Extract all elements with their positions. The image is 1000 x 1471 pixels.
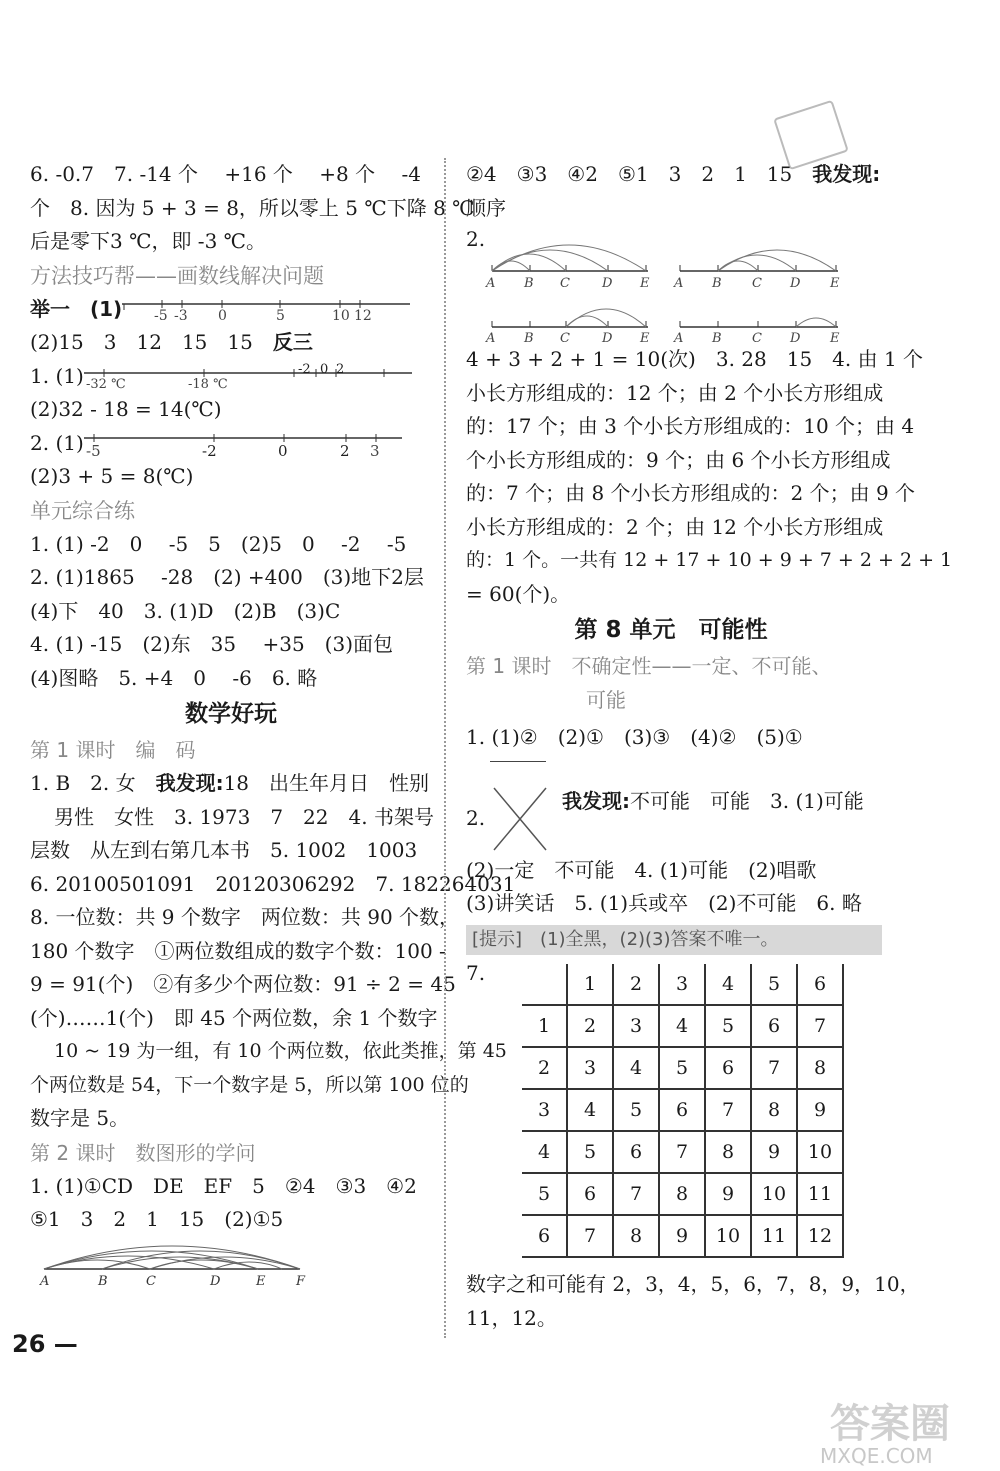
diag-label: E (640, 331, 650, 346)
table-cell: 4 (613, 1047, 659, 1089)
q2-row (466, 784, 876, 854)
table-cell: 8 (751, 1089, 797, 1131)
watermark-logo: 答案圈 (830, 1401, 950, 1447)
answer-line: 2. (1)1865 -28 (2) +400 (3)地下2层 (30, 565, 424, 589)
table-cell: 12 (797, 1215, 843, 1257)
answer-line: 个两位数是 54，下一个数字是 5，所以第 100 位的 (30, 1073, 469, 1096)
cross-diagram (490, 784, 550, 854)
table-row (522, 1089, 843, 1131)
table-cell: 5 (613, 1089, 659, 1131)
diag-label: A (486, 331, 496, 346)
table-row (522, 1005, 843, 1047)
diag-label: D (602, 331, 613, 346)
answer-number: 2. (466, 227, 486, 251)
answer-line: 个 8. 因为 5 + 3 = 8，所以零上 5 ℃下降 8 ℃ (30, 195, 475, 220)
nl2-tick-label: -18 ℃ (187, 377, 228, 393)
answer-line: 6. -0.7 7. -14 个 +16 个 +8 个 -4 (30, 162, 421, 186)
table-cell: 6 (751, 1005, 797, 1047)
table-cell (522, 964, 567, 1005)
table-cell: 8 (659, 1173, 705, 1215)
number-line-1 (122, 294, 412, 324)
answer-line: 10 ~ 19 为一组，有 10 个两位数，依此类推，第 45 (54, 1040, 507, 1062)
table-cell: 2 (613, 964, 659, 1005)
table-cell: 7 (751, 1047, 797, 1089)
answer-line: (个)……1(个) 即 45 个两位数，余 1 个数字 (30, 1005, 438, 1030)
answer-line: (2)15 3 12 15 15 反三 (30, 330, 313, 354)
table-cell: 7 (797, 1005, 843, 1047)
answer-line: (2)32 - 18 = 14(℃) (30, 397, 222, 421)
diag-label: E (830, 276, 840, 291)
arc-point-label: C (146, 1273, 156, 1289)
watermark-url: MXQE.COM (820, 1444, 933, 1468)
diag-label: B (524, 276, 534, 291)
example-label: 举一 (1) (30, 296, 123, 321)
table-cell: 2 (522, 1047, 567, 1089)
table-cell: 1 (522, 1005, 567, 1047)
table-cell: 7 (613, 1173, 659, 1215)
table-cell: 10 (751, 1173, 797, 1215)
table-cell: 5 (751, 964, 797, 1005)
table-cell: 3 (613, 1005, 659, 1047)
arc-point-label: E (256, 1273, 266, 1289)
answer-line: 个小长方形组成的：9 个；由 6 个小长方形组成 (466, 447, 891, 472)
diag-label: C (752, 276, 762, 291)
nl1-tick-label: 5 (276, 308, 286, 325)
nl2-tick-label: 0 (319, 362, 329, 378)
answer-line: (4)图略 5. +4 0 -6 6. 略 (30, 665, 318, 690)
answer-line: 8. 一位数：共 9 个数字 两位数：共 90 个数， (30, 905, 460, 929)
answer-line: (2)3 + 5 = 8(℃) (30, 464, 194, 488)
table-cell: 8 (613, 1215, 659, 1257)
table-cell: 10 (705, 1215, 751, 1257)
q1-number-line: 1. (1) -32 ℃ -18 ℃ -2 0 2 (30, 360, 432, 394)
answer-line: 男性 女性 3. 1973 7 22 4. 书架号 (54, 804, 434, 829)
table-row (522, 1131, 843, 1173)
nl3-tick-label: 0 (277, 442, 288, 461)
section-method: 方法技巧帮——画数线解决问题 (30, 263, 324, 288)
answer-line: = 60(个)。 (466, 581, 571, 606)
arc-point-label: F (296, 1273, 306, 1289)
nl1-tick-label: 0 (218, 308, 228, 325)
hint-box: [提示] (1)全黑，(2)(3)答案不唯一。 (466, 925, 882, 955)
answer-line: 的：17 个；由 3 个小长方形组成的：10 个；由 4 (466, 414, 915, 438)
answer-line: 顺序 (466, 195, 506, 220)
segment-diagrams (466, 225, 876, 346)
table-cell: 7 (659, 1131, 705, 1173)
segment-diagram-set (466, 225, 866, 346)
answer-line: (4)下 40 3. (1)D (2)B (3)C (30, 598, 341, 623)
segment-arc-diagram (38, 1237, 338, 1287)
answer-line: 180 个数字 ①两位数组成的数字个数：100 - (30, 938, 446, 963)
q2-number-line: 2. (1) -5 -2 0 2 3 (30, 427, 432, 461)
answer-line: 小长方形组成的：12 个；由 2 个小长方形组成 (466, 380, 884, 405)
nl1-tick-label: 12 (354, 308, 373, 325)
section-unit-review: 单元综合练 (30, 498, 135, 523)
diag-label: C (560, 331, 570, 346)
answer-line: 1. (1) -2 0 -5 5 (2)5 0 -2 -5 (30, 531, 407, 556)
table-row (522, 964, 843, 1005)
diag-label: D (602, 276, 613, 291)
diag-label: D (790, 331, 801, 346)
table-cell: 8 (705, 1131, 751, 1173)
section-lesson-2: 第 2 课时 数图形的学问 (30, 1140, 256, 1165)
table-cell: 11 (797, 1173, 843, 1215)
diag-label: A (674, 331, 684, 346)
nl1-tick-label: 10 (332, 308, 351, 325)
table-cell: 6 (567, 1173, 613, 1215)
diag-label: A (674, 276, 684, 291)
table-cell: 6 (613, 1131, 659, 1173)
answer-line: 我发现:不可能 可能 3. (1)可能 (562, 788, 864, 813)
table-cell: 6 (797, 964, 843, 1005)
title-math-fun: 数学好玩 (185, 701, 277, 727)
table-cell: 9 (705, 1173, 751, 1215)
table-cell: 4 (659, 1005, 705, 1047)
table-cell: 6 (659, 1089, 705, 1131)
answer-line: 1. (1)①CD DE EF 5 ②4 ③3 ④2 (30, 1173, 417, 1198)
table-cell: 9 (751, 1131, 797, 1173)
answer-line: 数字之和可能有 2，3，4，5，6，7，8，9，10， (466, 1272, 920, 1296)
answer-number: 7. (466, 960, 486, 985)
answer-line: 的：7 个；由 8 个小长方形组成的：2 个；由 9 个 (466, 481, 916, 505)
table-cell: 6 (522, 1215, 567, 1257)
answer-line: 的：1 个。一共有 12 + 17 + 10 + 9 + 7 + 2 + 2 + 1 (466, 549, 953, 571)
nl3-tick-label: 2 (339, 442, 350, 461)
table-cell: 5 (567, 1131, 613, 1173)
number-line-2 (84, 361, 414, 391)
table-cell: 5 (522, 1173, 567, 1215)
diag-label: E (640, 276, 650, 291)
nl2-tick-label: -2 (297, 362, 311, 378)
answer-line: (3)讲笑话 5. (1)兵或卒 (2)不可能 6. 略 (466, 891, 862, 915)
diag-label: E (830, 331, 840, 346)
diag-label: D (790, 276, 801, 291)
table-cell: 10 (797, 1131, 843, 1173)
table-cell: 4 (567, 1089, 613, 1131)
answer-line: 1. (1)② (2)① (3)③ (4)② (5)① (466, 725, 803, 749)
right-column (466, 158, 953, 1335)
answer-number: 2. (466, 805, 486, 830)
short-rule (490, 761, 546, 762)
answer-line: 数字是 5。 (30, 1106, 130, 1130)
diag-label: B (524, 331, 534, 346)
table-cell: 5 (705, 1005, 751, 1047)
nl1-tick-label: -5 (154, 308, 168, 325)
answer-line: (2)一定 不可能 4. (1)可能 (2)唱歌 (466, 857, 817, 882)
column-divider (444, 158, 446, 1338)
answer-line: 1. B 2. 女 我发现:18 出生年月日 性别 (30, 771, 430, 795)
number-line-3 (84, 428, 404, 461)
diag-label: C (752, 331, 762, 346)
table-row (522, 1047, 843, 1089)
diag-label: C (560, 276, 570, 291)
answer-line: 11，12。 (466, 1305, 557, 1330)
answer-line: 4. (1) -15 (2)东 35 +35 (3)面包 (30, 632, 394, 656)
table-cell: 11 (751, 1215, 797, 1257)
table-cell: 7 (705, 1089, 751, 1131)
table-cell: 7 (567, 1215, 613, 1257)
diag-label: A (486, 276, 496, 291)
example-number-line (30, 293, 432, 327)
arc-point-label: A (40, 1273, 50, 1289)
answer-line: 小长方形组成的：2 个；由 12 个小长方形组成 (466, 514, 884, 539)
page-number: 26 — (12, 1330, 78, 1358)
answer-line: ②4 ③3 ④2 ⑤1 3 2 1 15 我发现: (466, 162, 881, 186)
table-cell: 3 (659, 964, 705, 1005)
nl3-tick-label: 3 (369, 442, 380, 461)
table-cell: 3 (522, 1089, 567, 1131)
answer-line: 层数 从左到右第几本书 5. 1002 1003 (30, 838, 418, 862)
nl3-tick-label: -2 (201, 442, 217, 461)
table-cell: 8 (797, 1047, 843, 1089)
diag-label: B (712, 331, 722, 346)
answer-line: 9 = 91(个) ②有多少个两位数：91 ÷ 2 = 45 (30, 972, 456, 996)
title-unit-8: 第 8 单元 可能性 (574, 617, 768, 643)
section-right-lesson-1-cont: 可能 (586, 688, 626, 712)
diag-label: B (712, 276, 722, 291)
table-cell: 1 (567, 964, 613, 1005)
answer-line: 6. 20100501091 20120306292 7. 182264031 (30, 871, 516, 896)
section-lesson-1: 第 1 课时 编 码 (30, 738, 196, 762)
table-cell: 3 (567, 1047, 613, 1089)
arc-point-label: B (98, 1273, 108, 1289)
table-cell: 9 (659, 1215, 705, 1257)
nl2-tick-label: -32 ℃ (85, 377, 126, 393)
answer-line: 后是零下3 ℃，即 -3 ℃。 (30, 229, 267, 253)
table-cell: 4 (522, 1131, 567, 1173)
table-cell: 9 (797, 1089, 843, 1131)
table-row (522, 1215, 843, 1257)
table-cell: 4 (705, 964, 751, 1005)
table-row (522, 1173, 843, 1215)
section-right-lesson-1: 第 1 课时 不确定性——一定、不可能、 (466, 654, 832, 678)
nl1-tick-label: -3 (174, 308, 188, 325)
answer-line: 4 + 3 + 2 + 1 = 10(次) 3. 28 15 4. 由 1 个 (466, 347, 924, 371)
table-cell: 2 (567, 1005, 613, 1047)
table-cell: 6 (705, 1047, 751, 1089)
answer-line: ⑤1 3 2 1 15 (2)①5 (30, 1207, 284, 1231)
nl3-tick-label: -5 (85, 442, 101, 461)
arc-point-label: D (210, 1273, 221, 1289)
nl2-tick-label: 2 (335, 362, 345, 378)
sum-table (522, 964, 844, 1258)
table-cell: 5 (659, 1047, 705, 1089)
